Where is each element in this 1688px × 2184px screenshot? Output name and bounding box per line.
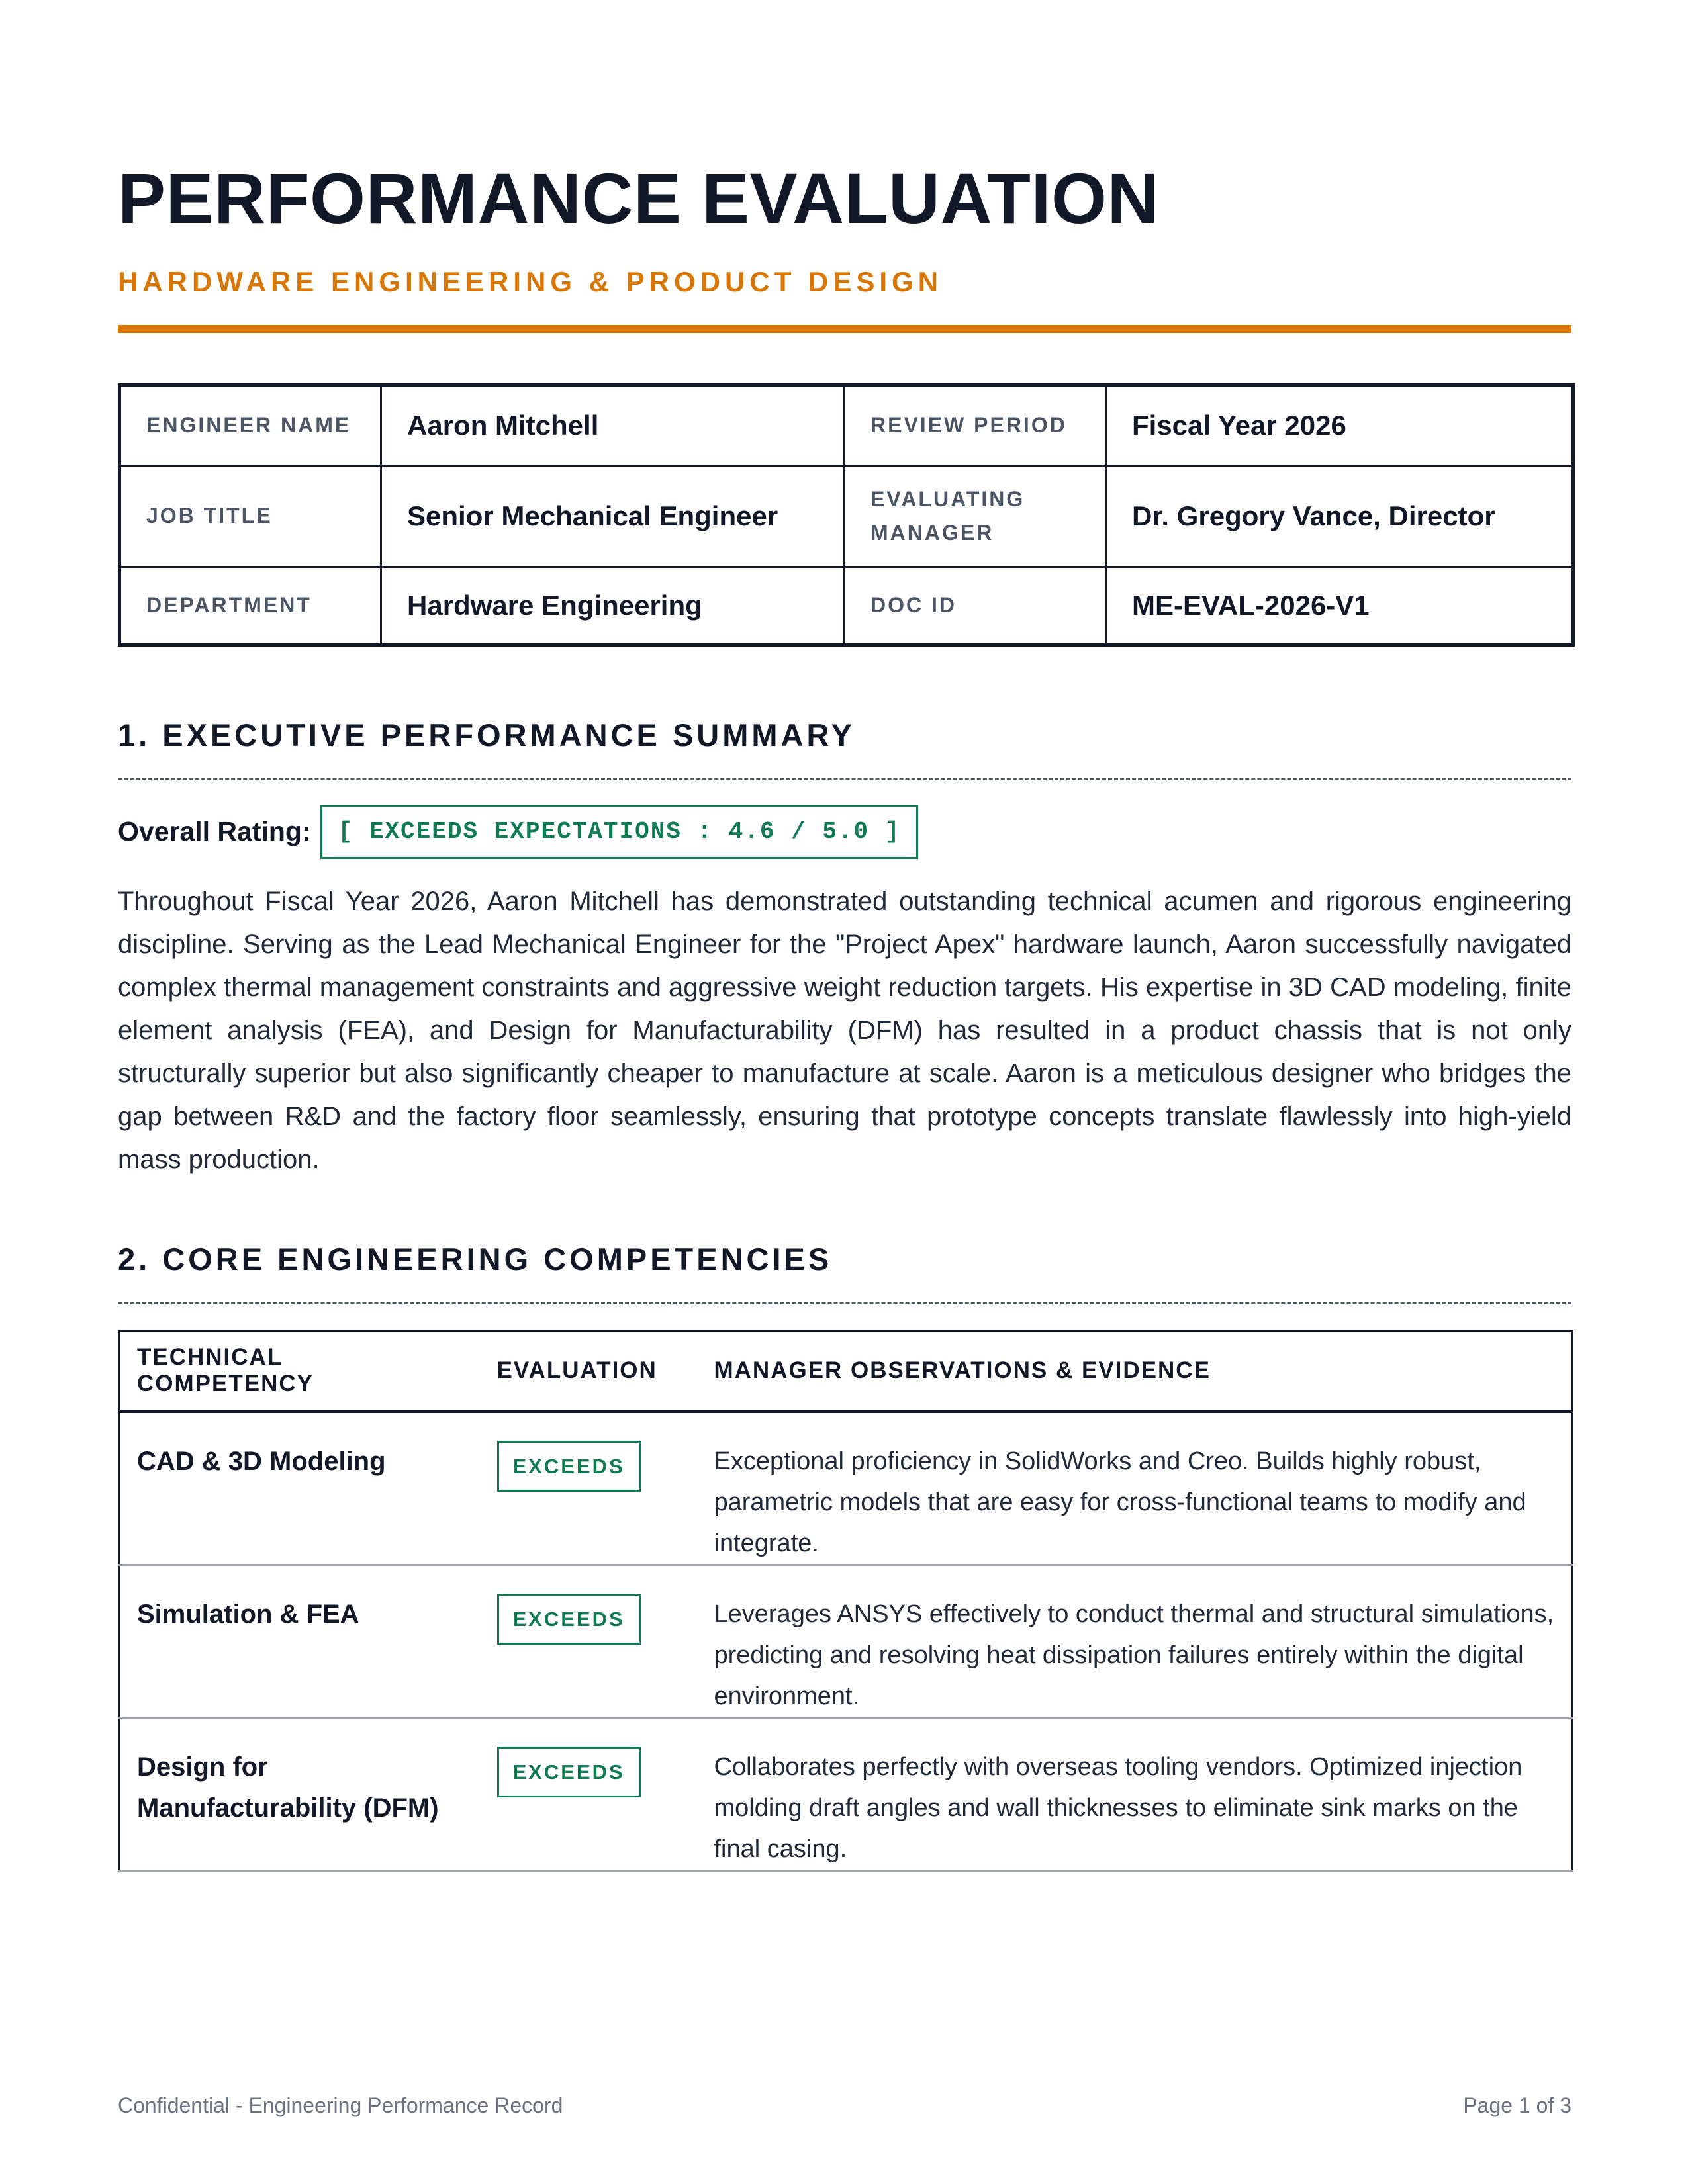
manager-observation: Exceptional proficiency in SolidWorks and Creo. Builds highly robust, parametric models that are easy for cross-functional teams to modify and integrate. <box>714 1447 1526 1557</box>
rating-badge: EXCEEDS <box>497 1441 641 1492</box>
section-divider <box>118 1302 1571 1304</box>
evaluating-manager-label-line-1: EVALUATING <box>870 486 1025 511</box>
document-title: PERFORMANCE EVALUATION <box>118 158 1159 238</box>
job-title-label: JOB TITLE <box>120 465 381 567</box>
review-period-value: Fiscal Year 2026 <box>1106 385 1573 465</box>
evaluating-manager-label-line-2: MANAGER <box>870 520 994 545</box>
info-row <box>120 465 1573 567</box>
review-period-label: REVIEW PERIOD <box>845 385 1106 465</box>
column-header-competency: TECHNICAL COMPETENCY <box>119 1330 480 1411</box>
overall-rating-label: Overall Rating: <box>118 816 311 847</box>
column-header-observations: MANAGER OBSERVATIONS & EVIDENCE <box>697 1330 1573 1411</box>
evaluating-manager-label <box>845 465 1106 567</box>
document-page <box>118 159 1571 1872</box>
competency-name: CAD & 3D Modeling <box>137 1446 386 1476</box>
footer-confidential-note: Confidential - Engineering Performance Record <box>118 2093 563 2117</box>
doc-id-value: ME-EVAL-2026-V1 <box>1106 567 1573 645</box>
department-value: Hardware Engineering <box>381 567 845 645</box>
doc-id-label: DOC ID <box>845 567 1106 645</box>
manager-observation: Collaborates perfectly with overseas tooling vendors. Optimized injection molding draft angles and wall thicknesses to eliminate sink marks on the final casing. <box>714 1752 1523 1863</box>
column-header-evaluation: EVALUATION <box>480 1330 697 1411</box>
competency-name: Design for Manufacturability (DFM) <box>137 1752 439 1823</box>
footer-page-number: Page 1 of 3 <box>1463 2093 1571 2117</box>
summary-paragraph: Throughout Fiscal Year 2026, Aaron Mitchell has demonstrated outstanding technical acumen and rigorous engineering discipline. Serving as the Lead Mechanical Engineer for the "Project Apex" hardware launch, Aaron successfully navigated complex thermal management constraints and aggressive weight reduction targets. His expertise in 3D CAD modeling, finite element analysis (FEA), and Design for Manufacturability (DFM) has resulted in a product chassis that is not only structurally superior but also significantly cheaper to manufacture at scale. Aaron is a meticulous designer who bridges the gap between R&D and the factory floor seamlessly, ensuring that prototype concepts translate flawlessly into high-yield mass production. <box>118 886 1571 1174</box>
manager-observation: Leverages ANSYS effectively to conduct thermal and structural simulations, predicting and resolving heat dissipation failures entirely within the digital environment. <box>714 1600 1554 1710</box>
overall-rating-badge: [ EXCEEDS EXPECTATIONS : 4.6 / 5.0 ] <box>320 805 919 859</box>
info-row <box>120 385 1573 465</box>
section-heading-summary: 1. EXECUTIVE PERFORMANCE SUMMARY <box>118 717 856 752</box>
table-row <box>119 1411 1573 1565</box>
job-title-value: Senior Mechanical Engineer <box>381 465 845 567</box>
info-row <box>120 567 1573 645</box>
section-heading-competencies: 2. CORE ENGINEERING COMPETENCIES <box>118 1241 833 1277</box>
rating-badge: EXCEEDS <box>497 1594 641 1645</box>
competency-name: Simulation & FEA <box>137 1599 359 1629</box>
evaluating-manager-value: Dr. Gregory Vance, Director <box>1106 465 1573 567</box>
section-divider <box>118 778 1571 780</box>
title-divider <box>118 325 1571 333</box>
document-subtitle: HARDWARE ENGINEERING & PRODUCT DESIGN <box>118 265 943 297</box>
table-row <box>119 1717 1573 1870</box>
engineer-name-value: Aaron Mitchell <box>381 385 845 465</box>
department-label: DEPARTMENT <box>120 567 381 645</box>
table-header-row <box>119 1330 1573 1411</box>
rating-badge: EXCEEDS <box>497 1747 641 1797</box>
competencies-table <box>118 1330 1573 1872</box>
table-row <box>119 1565 1573 1717</box>
employee-info-table <box>118 383 1575 647</box>
overall-rating <box>118 805 1571 859</box>
engineer-name-label: ENGINEER NAME <box>120 385 381 465</box>
